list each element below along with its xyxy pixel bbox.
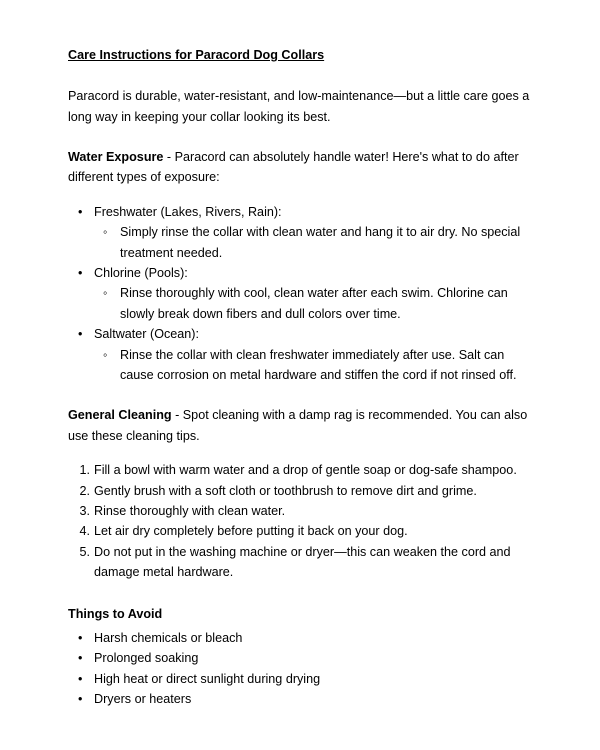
- general-cleaning-lead: General Cleaning: [68, 408, 172, 423]
- things-to-avoid-list: [68, 628, 532, 710]
- intro-paragraph: Paracord is durable, water-resistant, and low-maintenance—but a little care goes a long way in keeping your collar looking its best.: [68, 89, 530, 124]
- list-item: [68, 202, 532, 263]
- things-to-avoid-heading: Things to Avoid: [68, 607, 163, 622]
- list-item: • Dryers or heaters: [68, 689, 532, 709]
- list-item: ◦ Simply rinse the collar with clean water and hang it to air dry. No special treatment needed.: [94, 222, 532, 263]
- list-item: Let air dry completely before putting it back on your dog.: [94, 524, 408, 539]
- list-item: Rinse thoroughly with clean water.: [94, 503, 286, 518]
- page-title: Care Instructions for Paracord Dog Collars: [68, 48, 325, 62]
- list-item: [68, 263, 532, 324]
- water-exposure-lead: Water Exposure: [68, 150, 164, 165]
- list-item: ◦ Rinse thoroughly with cool, clean water after each swim. Chlorine can slowly break down fibers and dull colors over time.: [94, 283, 532, 324]
- list-item: • High heat or direct sunlight during drying: [68, 669, 532, 689]
- water-type-label: • Chlorine (Pools):: [94, 266, 188, 280]
- general-cleaning-text: - Spot cleaning with a damp rag is recommended. You can also use these cleaning tips.: [68, 408, 528, 443]
- general-cleaning-steps: [68, 460, 532, 582]
- list-item: • Harsh chemicals or bleach: [68, 628, 532, 648]
- list-item: Gently brush with a soft cloth or toothbrush to remove dirt and grime.: [94, 483, 477, 498]
- water-type-label: • Saltwater (Ocean):: [94, 327, 199, 341]
- list-item: ◦ Rinse the collar with clean freshwater immediately after use. Salt can cause corrosion on metal hardware and stiffen the cord if not rinsed off.: [94, 345, 532, 386]
- water-type-detail-list: [94, 345, 532, 386]
- list-item: [68, 324, 532, 385]
- water-type-detail-list: [94, 283, 532, 324]
- water-type-label: • Freshwater (Lakes, Rivers, Rain):: [94, 205, 282, 219]
- water-exposure-list: [68, 202, 532, 386]
- general-cleaning-paragraph: [68, 405, 532, 446]
- list-item: • Prolonged soaking: [68, 648, 532, 668]
- list-item: Do not put in the washing machine or dryer—this can weaken the cord and damage metal hardware.: [94, 544, 511, 580]
- water-exposure-paragraph: [68, 147, 532, 188]
- water-type-detail-list: [94, 222, 532, 263]
- list-item: Fill a bowl with warm water and a drop of gentle soap or dog-safe shampoo.: [94, 463, 517, 478]
- water-exposure-text: - Paracord can absolutely handle water! Here's what to do after different types of exposure:: [68, 150, 519, 185]
